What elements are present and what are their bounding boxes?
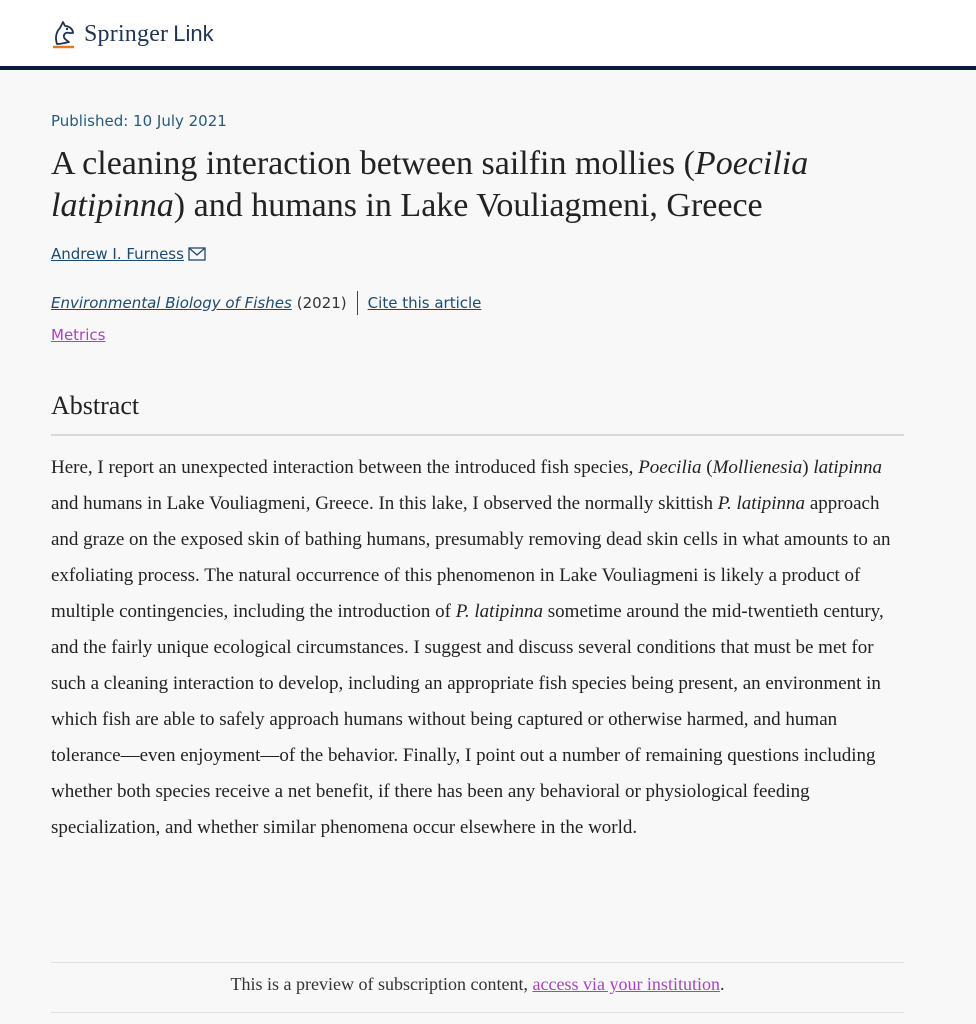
brand-link: Link [173, 21, 214, 46]
preview-text: This is a preview of subscription content, [230, 974, 533, 994]
publication-year: (2021) [296, 294, 347, 312]
brand-springer: Springer [84, 20, 169, 47]
abstract-italic: P. latipinna [455, 601, 544, 622]
title-species: Poecilia latipinna [51, 145, 809, 224]
abstract-seg: ) [802, 457, 814, 478]
access-institution-link[interactable]: access via your institution [532, 974, 720, 994]
abstract-italic: P. latipinna [717, 493, 806, 514]
abstract-italic: latipinna [813, 457, 882, 478]
abstract-seg: and humans in Lake Vouliagmeni, Greece. In this lake, I observed the normally skittish [51, 493, 718, 514]
journal-row [51, 291, 481, 315]
abstract-text [51, 450, 904, 846]
author-link[interactable]: Andrew I. Furness [51, 245, 184, 263]
divider [357, 291, 358, 315]
preview-divider-bottom [51, 1012, 904, 1013]
abstract-italic: Mollienesia [712, 457, 803, 478]
mail-icon[interactable] [188, 247, 206, 261]
site-header [0, 0, 976, 70]
abstract-seg: ( [701, 457, 713, 478]
preview-divider-top [51, 962, 904, 963]
cite-article-link[interactable]: Cite this article [367, 294, 482, 312]
preview-end: . [719, 974, 725, 994]
metrics-link[interactable]: Metrics [51, 326, 106, 344]
preview-notice [51, 974, 904, 995]
abstract-heading: Abstract [51, 391, 140, 420]
title-text-2: ) and humans in Lake Vouliagmeni, Greece [173, 187, 763, 224]
springerlink-logo[interactable] [50, 16, 214, 52]
abstract-seg: Here, I report an unexpected interaction between the introduced fish species, [51, 457, 639, 478]
journal-link[interactable]: Environmental Biology of Fishes [51, 294, 292, 312]
author-row [51, 245, 206, 263]
abstract-seg: approach and graze on the exposed skin of bathing humans, presumably removing dead skin cells in what amounts to an exfoliating process. The natural occurrence of this phenomenon in Lake Vouliagmeni is likely a product of multiple contingencies, including the introduction of [51, 493, 891, 622]
springer-horse-logo-icon [50, 18, 78, 50]
article-title [51, 143, 904, 227]
abstract-seg: sometime around the mid-twentieth century, and the fairly unique ecological circumstances. I suggest and discuss several conditions that must be met for such a cleaning interaction to develop, including an appropriate fish species being present, an environment in which fish are able to safely approach humans without being captured or otherwise harmed, and human tolerance—even enjoyment—of the behavior. Finally, I point out a number of remaining questions including whether both species receive a net benefit, if there has been any behavioral or physiological feeding specialization, and whether similar phenomena occur elsewhere in the world. [51, 601, 884, 838]
title-text-1: A cleaning interaction between sailfin mollies ( [51, 145, 695, 182]
abstract-divider [51, 434, 904, 436]
abstract-italic: Poecilia [638, 457, 702, 478]
published-date: Published: 10 July 2021 [51, 112, 227, 130]
